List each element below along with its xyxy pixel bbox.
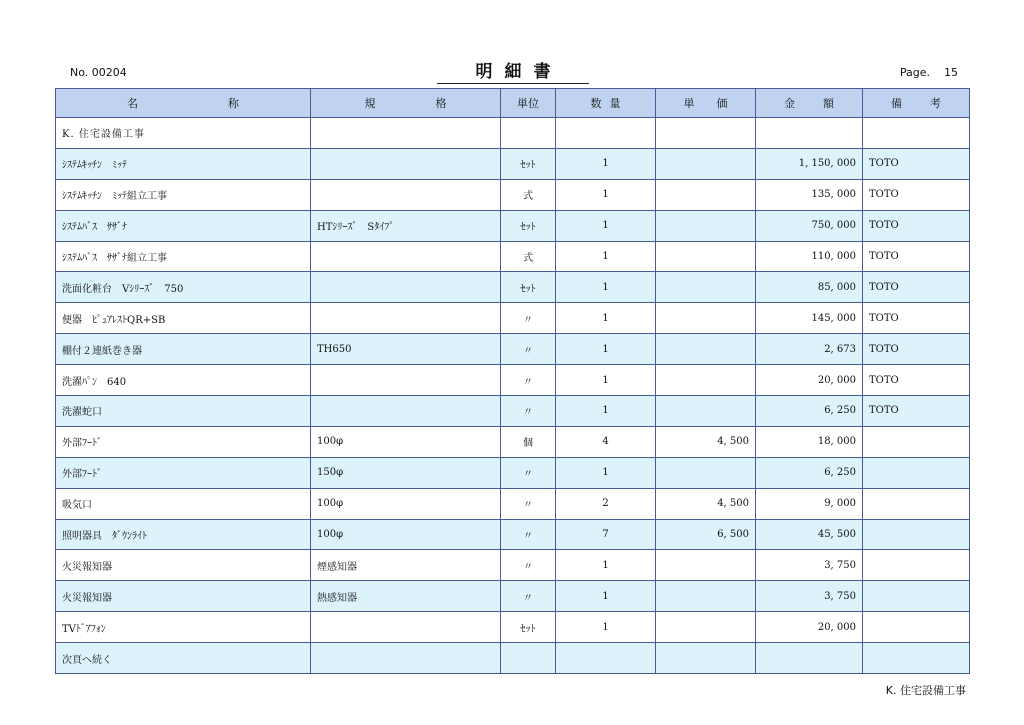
item-name: ｼｽﾃﾑｷｯﾁﾝ ﾐｯﾃ [56, 148, 311, 179]
item-amount: 6, 250 [756, 396, 863, 427]
item-unit-price [656, 365, 756, 396]
column-header-unit-price: 単 価 [656, 89, 756, 118]
item-amount: 3, 750 [756, 581, 863, 612]
continuation-row [56, 643, 970, 674]
item-unit: ｾｯﾄ [501, 148, 556, 179]
item-quantity: 7 [556, 519, 656, 550]
item-note: TOTO [863, 272, 970, 303]
table-row [56, 334, 970, 365]
section-title: K. 住宅設備工事 [56, 118, 311, 149]
column-header-spec: 規 格 [311, 89, 501, 118]
item-unit-price [656, 179, 756, 210]
item-unit: 〃 [501, 519, 556, 550]
table-row [56, 612, 970, 643]
table-row [56, 581, 970, 612]
item-name: ｼｽﾃﾑﾊﾞｽ ｻｻﾞﾅ [56, 210, 311, 241]
item-spec [311, 612, 501, 643]
item-unit: 〃 [501, 334, 556, 365]
item-quantity: 1 [556, 550, 656, 581]
item-spec [311, 148, 501, 179]
item-name: ｼｽﾃﾑｷｯﾁﾝ ﾐｯﾃ組立工事 [56, 179, 311, 210]
item-amount: 2, 673 [756, 334, 863, 365]
item-amount: 750, 000 [756, 210, 863, 241]
item-unit-price [656, 303, 756, 334]
item-unit: 〃 [501, 488, 556, 519]
item-note: TOTO [863, 334, 970, 365]
table-row [56, 365, 970, 396]
item-amount: 20, 000 [756, 365, 863, 396]
item-note: TOTO [863, 303, 970, 334]
item-unit-price [656, 148, 756, 179]
item-spec: 150φ [311, 457, 501, 488]
item-amount: 3, 750 [756, 550, 863, 581]
item-quantity: 1 [556, 210, 656, 241]
item-unit: 個 [501, 426, 556, 457]
item-quantity: 1 [556, 272, 656, 303]
item-unit: 〃 [501, 581, 556, 612]
table-row [56, 488, 970, 519]
item-amount: 110, 000 [756, 241, 863, 272]
item-spec: 100φ [311, 488, 501, 519]
table-row [56, 272, 970, 303]
table-row [56, 210, 970, 241]
item-spec [311, 241, 501, 272]
item-spec: TH650 [311, 334, 501, 365]
item-quantity: 1 [556, 581, 656, 612]
item-note [863, 488, 970, 519]
item-amount: 135, 000 [756, 179, 863, 210]
item-unit: 〃 [501, 365, 556, 396]
item-spec [311, 179, 501, 210]
item-name: 便器 ﾋﾟｭｱﾚｽﾄQR+SB [56, 303, 311, 334]
item-name: 外部ﾌｰﾄﾞ [56, 426, 311, 457]
item-name: 吸気口 [56, 488, 311, 519]
table-row [56, 303, 970, 334]
item-quantity: 1 [556, 241, 656, 272]
item-note: TOTO [863, 365, 970, 396]
item-quantity: 4 [556, 426, 656, 457]
item-amount: 18, 000 [756, 426, 863, 457]
item-unit: ｾｯﾄ [501, 272, 556, 303]
column-header-note: 備 考 [863, 89, 970, 118]
item-note: TOTO [863, 179, 970, 210]
table-header-row [56, 89, 970, 118]
column-header-quantity: 数 量 [556, 89, 656, 118]
item-spec [311, 365, 501, 396]
item-note [863, 581, 970, 612]
item-spec: 100φ [311, 426, 501, 457]
item-unit-price [656, 612, 756, 643]
continue-label: 次頁へ続く [56, 643, 311, 674]
detail-table [55, 88, 970, 674]
column-header-amount: 金 額 [756, 89, 863, 118]
page-label: Page. [899, 66, 930, 79]
item-name: 火災報知器 [56, 581, 311, 612]
item-amount: 1, 150, 000 [756, 148, 863, 179]
item-name: 外部ﾌｰﾄﾞ [56, 457, 311, 488]
table-row [56, 241, 970, 272]
item-unit: 式 [501, 241, 556, 272]
item-unit-price [656, 272, 756, 303]
item-spec: 熱感知器 [311, 581, 501, 612]
item-note [863, 426, 970, 457]
page-number: 15 [944, 66, 958, 79]
item-unit-price: 6, 500 [656, 519, 756, 550]
item-amount: 145, 000 [756, 303, 863, 334]
item-unit: 〃 [501, 396, 556, 427]
item-note [863, 457, 970, 488]
item-amount: 6, 250 [756, 457, 863, 488]
item-name: 棚付２連紙巻き器 [56, 334, 311, 365]
item-quantity: 2 [556, 488, 656, 519]
item-amount: 45, 500 [756, 519, 863, 550]
item-unit-price [656, 550, 756, 581]
section-row [56, 118, 970, 149]
item-amount: 85, 000 [756, 272, 863, 303]
item-note: TOTO [863, 241, 970, 272]
item-spec: HTｼﾘｰｽﾞ Sﾀｲﾌﾟ [311, 210, 501, 241]
item-name: 洗濯蛇口 [56, 396, 311, 427]
item-quantity: 1 [556, 179, 656, 210]
item-spec [311, 303, 501, 334]
table-row [56, 457, 970, 488]
table-row [56, 148, 970, 179]
item-spec: 煙感知器 [311, 550, 501, 581]
item-amount: 20, 000 [756, 612, 863, 643]
table-row [56, 396, 970, 427]
item-note: TOTO [863, 148, 970, 179]
column-header-unit: 単位 [501, 89, 556, 118]
item-unit-price [656, 396, 756, 427]
item-unit: 〃 [501, 550, 556, 581]
table-row [56, 426, 970, 457]
item-name: 洗濯ﾊﾟﾝ 640 [56, 365, 311, 396]
item-unit-price: 4, 500 [656, 426, 756, 457]
item-note [863, 519, 970, 550]
item-quantity: 1 [556, 396, 656, 427]
page-indicator [900, 66, 958, 79]
item-unit: ｾｯﾄ [501, 210, 556, 241]
item-name: 洗面化粧台 Vｼﾘｰｽﾞ 750 [56, 272, 311, 303]
item-quantity: 1 [556, 303, 656, 334]
item-spec [311, 272, 501, 303]
item-spec [311, 396, 501, 427]
table-row [56, 179, 970, 210]
item-unit-price [656, 457, 756, 488]
item-amount: 9, 000 [756, 488, 863, 519]
item-note: TOTO [863, 396, 970, 427]
item-unit-price [656, 581, 756, 612]
item-note: TOTO [863, 210, 970, 241]
item-unit-price [656, 210, 756, 241]
table-row [56, 519, 970, 550]
item-unit: 〃 [501, 303, 556, 334]
item-quantity: 1 [556, 365, 656, 396]
item-quantity: 1 [556, 612, 656, 643]
item-name: ｼｽﾃﾑﾊﾞｽ ｻｻﾞﾅ組立工事 [56, 241, 311, 272]
item-unit-price [656, 334, 756, 365]
item-unit: 式 [501, 179, 556, 210]
column-header-name: 名 称 [56, 89, 311, 118]
item-quantity: 1 [556, 148, 656, 179]
document-number: No. 00204 [70, 66, 127, 79]
item-unit: 〃 [501, 457, 556, 488]
item-name: 火災報知器 [56, 550, 311, 581]
item-spec: 100φ [311, 519, 501, 550]
item-name: 照明器具 ﾀﾞｳﾝﾗｲﾄ [56, 519, 311, 550]
item-quantity: 1 [556, 457, 656, 488]
item-note [863, 550, 970, 581]
item-unit-price: 4, 500 [656, 488, 756, 519]
item-quantity: 1 [556, 334, 656, 365]
item-unit-price [656, 241, 756, 272]
item-note [863, 612, 970, 643]
item-name: TVﾄﾞｱﾌｫﾝ [56, 612, 311, 643]
item-unit: ｾｯﾄ [501, 612, 556, 643]
table-row [56, 550, 970, 581]
document-title: 明細書 [437, 57, 589, 84]
footer-section-label: K. 住宅設備工事 [885, 684, 966, 697]
